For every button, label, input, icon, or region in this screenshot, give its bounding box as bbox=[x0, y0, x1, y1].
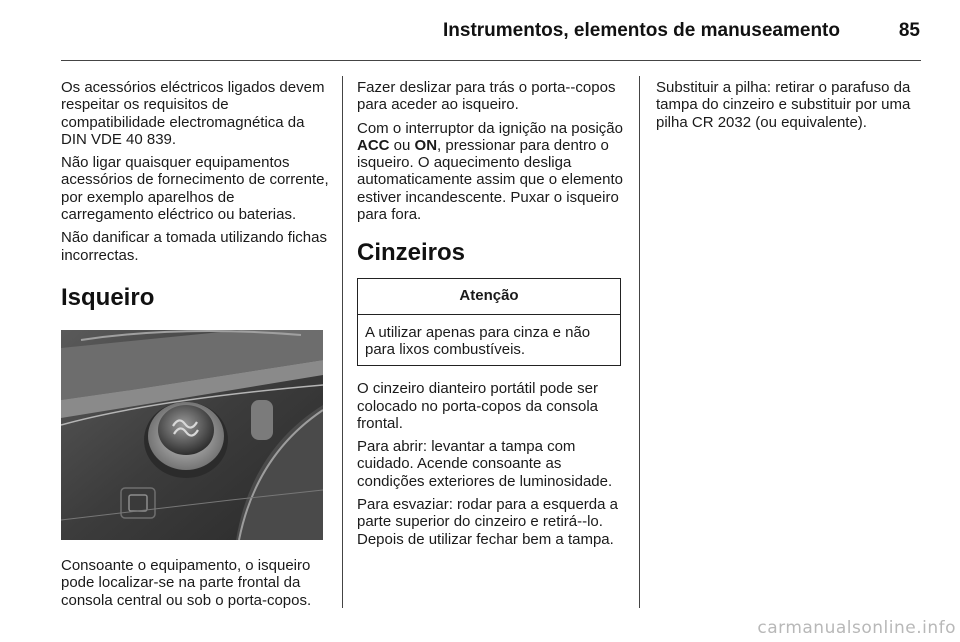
paragraph-empty-ashtray: Para esvaziar: rodar para a esquerda a parte superior do cinzeiro e retirá--lo. Depois de utilizar fechar bem a tampa. bbox=[357, 496, 618, 548]
attention-title: Atenção bbox=[358, 279, 620, 314]
cigarette-lighter-photo bbox=[61, 330, 323, 540]
paragraph-no-power-supply: Não ligar quaisquer equipamentos acessórios de fornecimento de corrente, por exemplo aparelhos de carregamento eléctrico ou baterias. bbox=[61, 154, 329, 224]
paragraph-open-ashtray: Para abrir: levantar a tampa com cuidado. Acende consoante as condições exteriores de luminosidade. bbox=[357, 438, 613, 490]
ignition-text-or: ou bbox=[389, 136, 415, 154]
column-2 bbox=[357, 79, 625, 554]
attention-box bbox=[357, 278, 621, 366]
page-number: 85 bbox=[898, 20, 920, 41]
watermark: carmanualsonline.info bbox=[757, 618, 956, 638]
cigarette-lighter-illustration bbox=[61, 330, 323, 540]
column-divider-1 bbox=[342, 76, 343, 608]
header-rule bbox=[61, 60, 921, 61]
heading-isqueiro: Isqueiro bbox=[61, 283, 155, 311]
paragraph-ignition bbox=[357, 120, 625, 224]
paragraph-portable-ashtray: O cinzeiro dianteiro portátil pode ser colocado no porta-copos da consola frontal. bbox=[357, 380, 598, 432]
ignition-text-b: , pressionar para dentro o isqueiro. O aquecimento desliga automaticamente assim que o elemento estiver incandescente. Puxar o isqueiro para fora. bbox=[357, 136, 623, 224]
paragraph-emc-requirements: Os acessórios eléctricos ligados devem respeitar os requisitos de compatibilidade electromagnética da DIN VDE 40 839. bbox=[61, 79, 325, 148]
image-caption: Consoante o equipamento, o isqueiro pode localizar-se na parte frontal da consola central ou sob o porta-copos. bbox=[61, 556, 312, 609]
on-label: ON bbox=[414, 136, 438, 154]
paragraph-slide-cupholder: Fazer deslizar para trás o porta--copos para aceder ao isqueiro. bbox=[357, 79, 616, 114]
column-divider-2 bbox=[639, 76, 640, 608]
heading-cinzeiros: Cinzeiros bbox=[357, 239, 466, 267]
column-1 bbox=[61, 79, 329, 615]
paragraph-replace-battery: Substituir a pilha: retirar o parafuso da tampa do cinzeiro e substituir por uma pilha CR 2032 (ou equivalente). bbox=[656, 79, 911, 131]
acc-label: ACC bbox=[357, 136, 390, 154]
attention-text: A utilizar apenas para cinza e não para lixos combustíveis. bbox=[365, 323, 591, 358]
paragraph-socket-damage: Não danificar a tomada utilizando fichas incorrectas. bbox=[61, 229, 327, 264]
running-header-title: Instrumentos, elementos de manuseamento bbox=[443, 20, 840, 41]
ignition-text-a: Com o interruptor da ignição na posição bbox=[357, 119, 623, 137]
column-3 bbox=[656, 79, 924, 137]
